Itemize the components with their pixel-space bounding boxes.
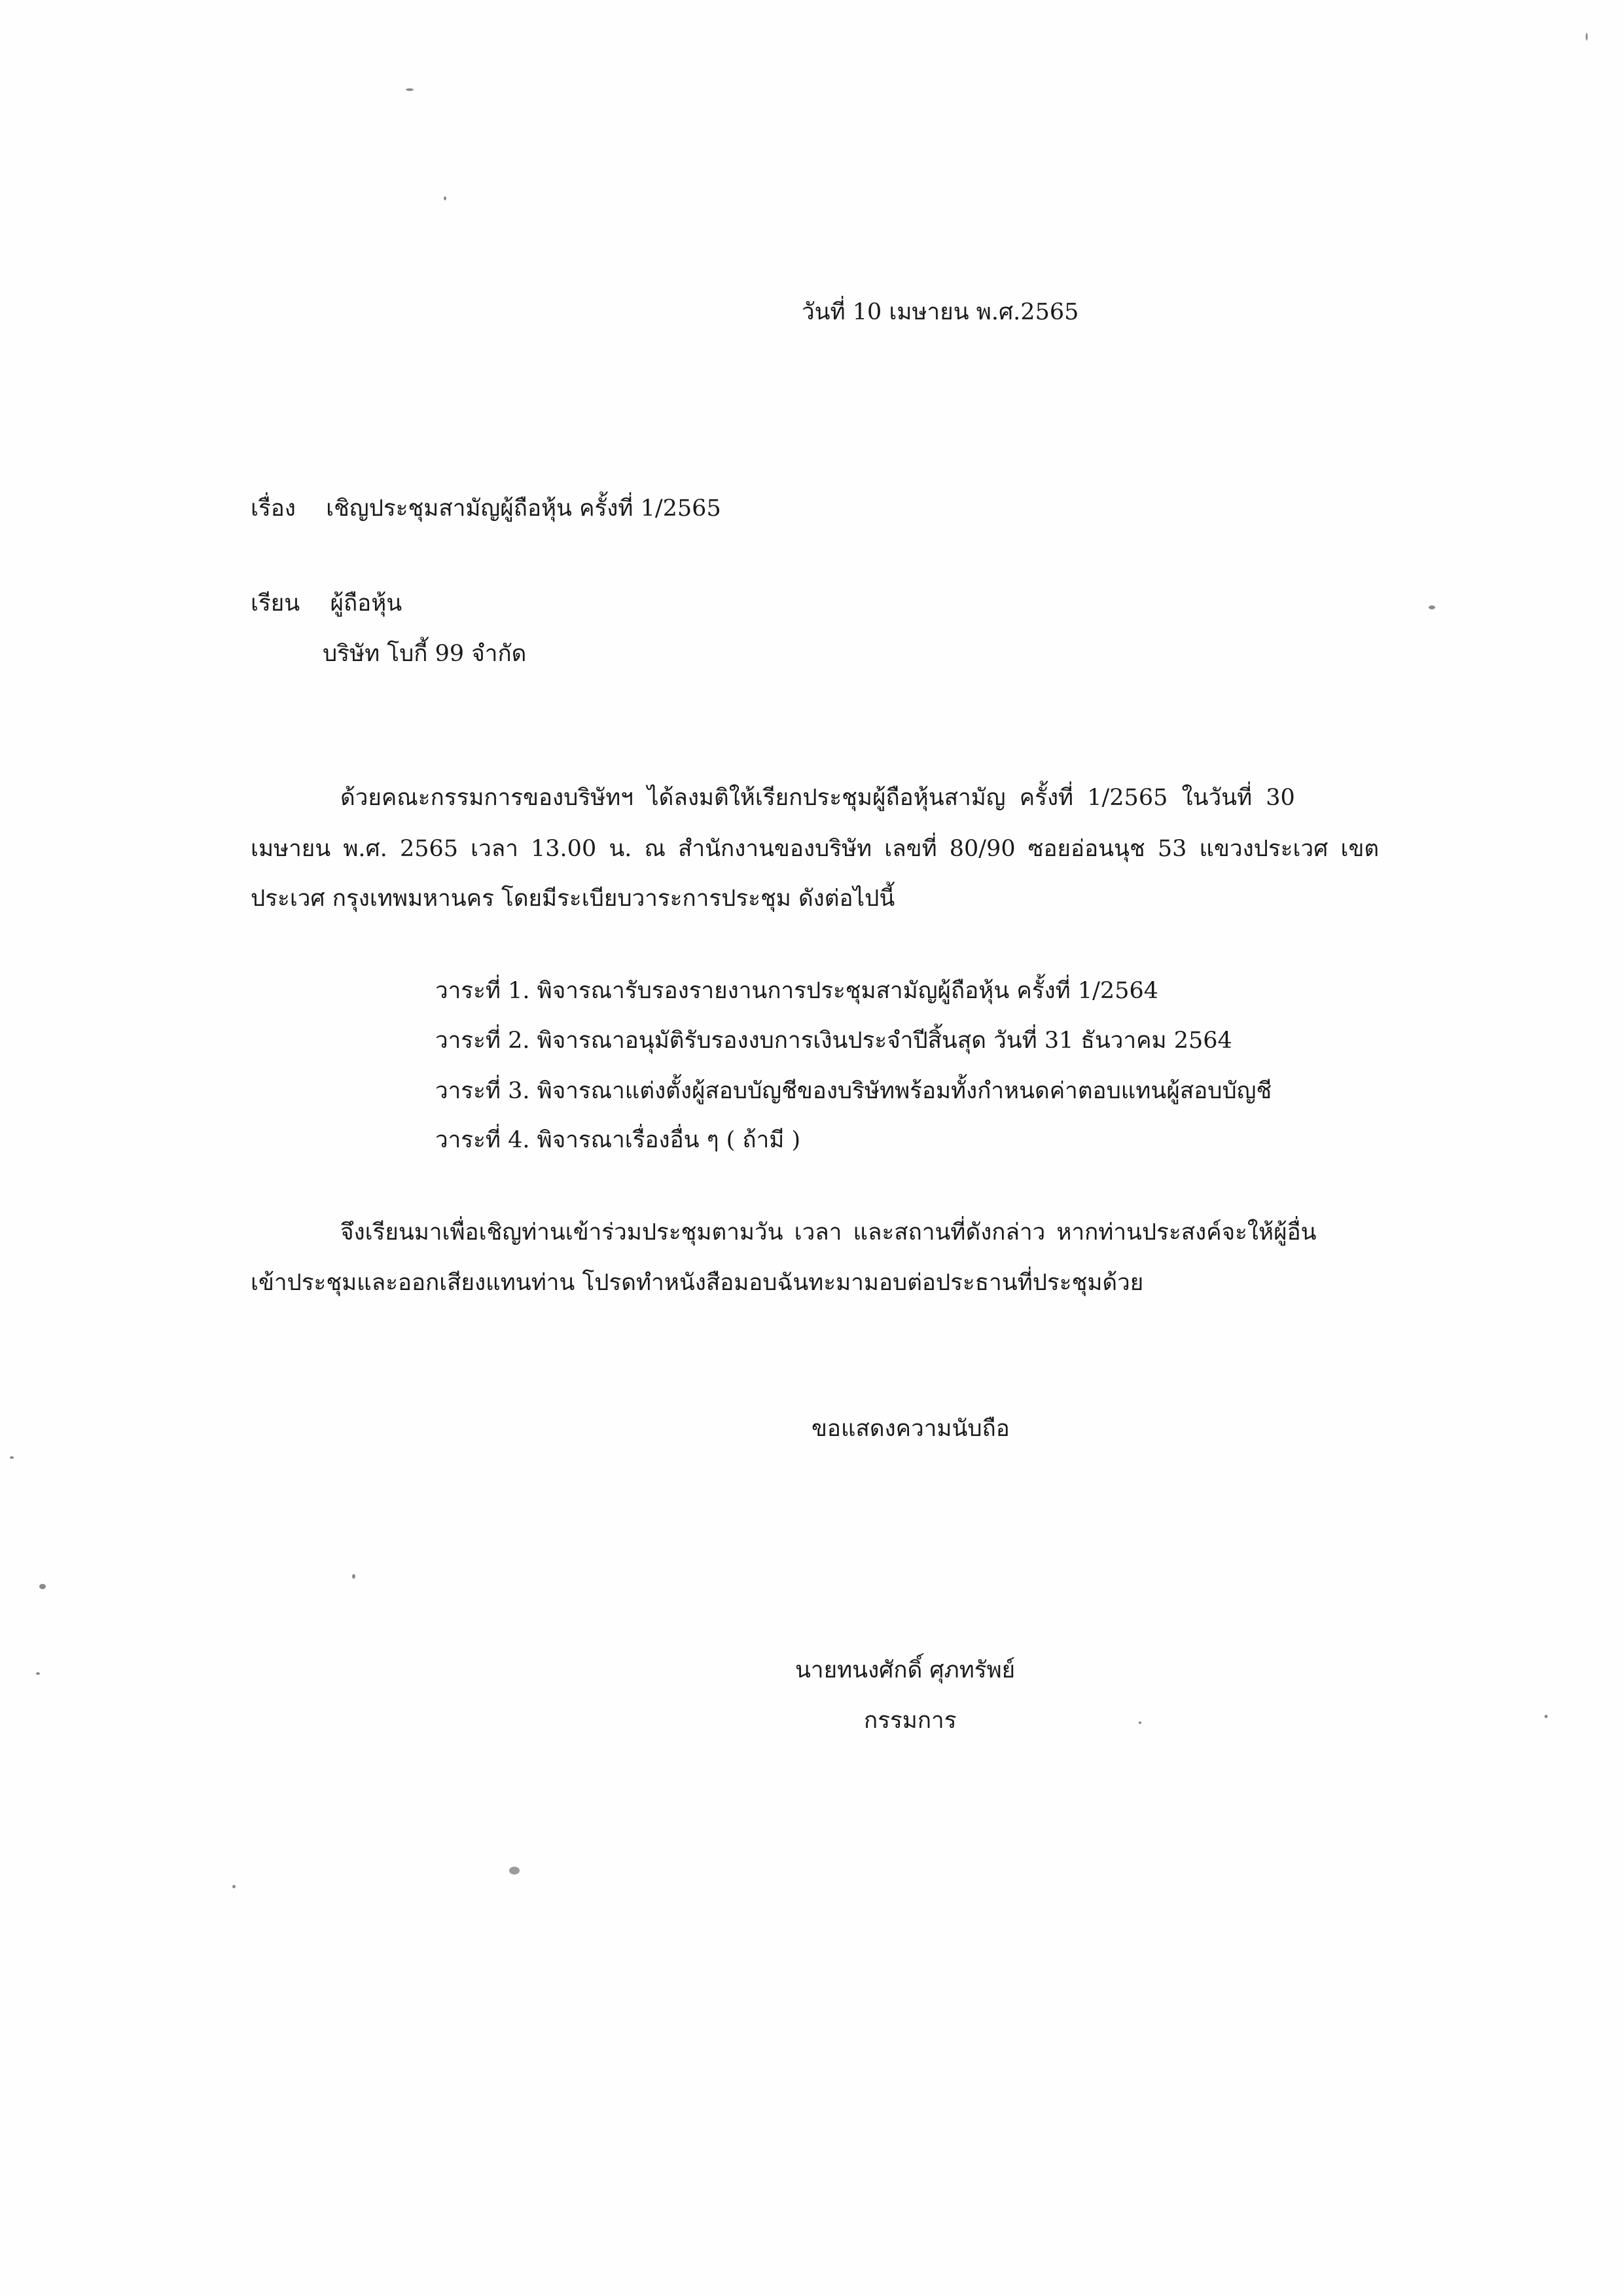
date-line: วันที่ 10 เมษายน พ.ศ.2565: [802, 299, 1079, 325]
subject-text: เชิญประชุมสามัญผู้ถือหุ้น ครั้งที่ 1/2565: [326, 495, 721, 522]
scan-speck: [36, 1672, 40, 1675]
scan-speck: [1429, 605, 1435, 609]
salutation: ขอแสดงความนับถือ: [812, 1416, 1010, 1442]
recipient-label: เรียน: [251, 590, 300, 617]
scan-speck: [232, 1885, 236, 1888]
agenda-item-4: วาระที่ 4. พิจารณาเรื่องอื่น ๆ ( ถ้ามี ): [435, 1127, 801, 1153]
scan-speck: [1139, 1721, 1141, 1724]
scan-speck: [39, 1584, 46, 1589]
scan-speck: [352, 1574, 355, 1579]
recipient-name: ผู้ถือหุ้น: [330, 590, 402, 617]
recipient-company: บริษัท โบกี้ 99 จำกัด: [323, 641, 527, 667]
closing-line-2: เข้าประชุมและออกเสียงแทนท่าน โปรดทำหนังสือมอบฉันทะมามอบต่อประธานที่ประชุมด้วย: [251, 1270, 1144, 1296]
scan-speck: [406, 88, 414, 91]
agenda-item-1: วาระที่ 1. พิจารณารับรองรายงานการประชุมสามัญผู้ถือหุ้น ครั้งที่ 1/2564: [435, 978, 1158, 1004]
scan-speck: [509, 1867, 520, 1874]
recipient-line-1: [251, 592, 402, 615]
body-line-1: ด้วยคณะกรรมการของบริษัทฯ ได้ลงมติให้เรียกประชุมผู้ถือหุ้นสามัญ ครั้งที่ 1/2565 ในวันที่ 30: [340, 785, 1295, 811]
body-line-3: ประเวศ กรุงเทพมหานคร โดยมีระเบียบวาระการประชุม ดังต่อไปนี้: [251, 886, 895, 912]
scan-speck: [1544, 1715, 1548, 1718]
body-line-2: เมษายน พ.ศ. 2565 เวลา 13.00 น. ณ สำนักงานของบริษัท เลขที่ 80/90 ซอยอ่อนนุช 53 แขวงประเวศ เขต: [251, 836, 1380, 862]
closing-line-1: จึงเรียนมาเพื่อเชิญท่านเข้าร่วมประชุมตามวัน เวลา และสถานที่ดังกล่าว หากท่านประสงค์จะให้ผู้อื่น: [340, 1219, 1317, 1246]
scan-speck: [444, 196, 446, 200]
signer-title: กรรมการ: [864, 1708, 957, 1734]
signer-name: นายทนงศักดิ์ ศุภทรัพย์: [795, 1657, 1016, 1683]
subject-line: [251, 497, 721, 520]
scan-speck: [10, 1456, 14, 1459]
subject-label: เรื่อง: [251, 495, 296, 522]
scan-speck: [1586, 33, 1588, 41]
agenda-item-2: วาระที่ 2. พิจารณาอนุมัติรับรองงบการเงินประจำปีสิ้นสุด วันที่ 31 ธันวาคม 2564: [435, 1028, 1232, 1054]
agenda-item-3: วาระที่ 3. พิจารณาแต่งตั้งผู้สอบบัญชีของบริษัทพร้อมทั้งกำหนดค่าตอบแทนผู้สอบบัญชี: [435, 1078, 1272, 1104]
